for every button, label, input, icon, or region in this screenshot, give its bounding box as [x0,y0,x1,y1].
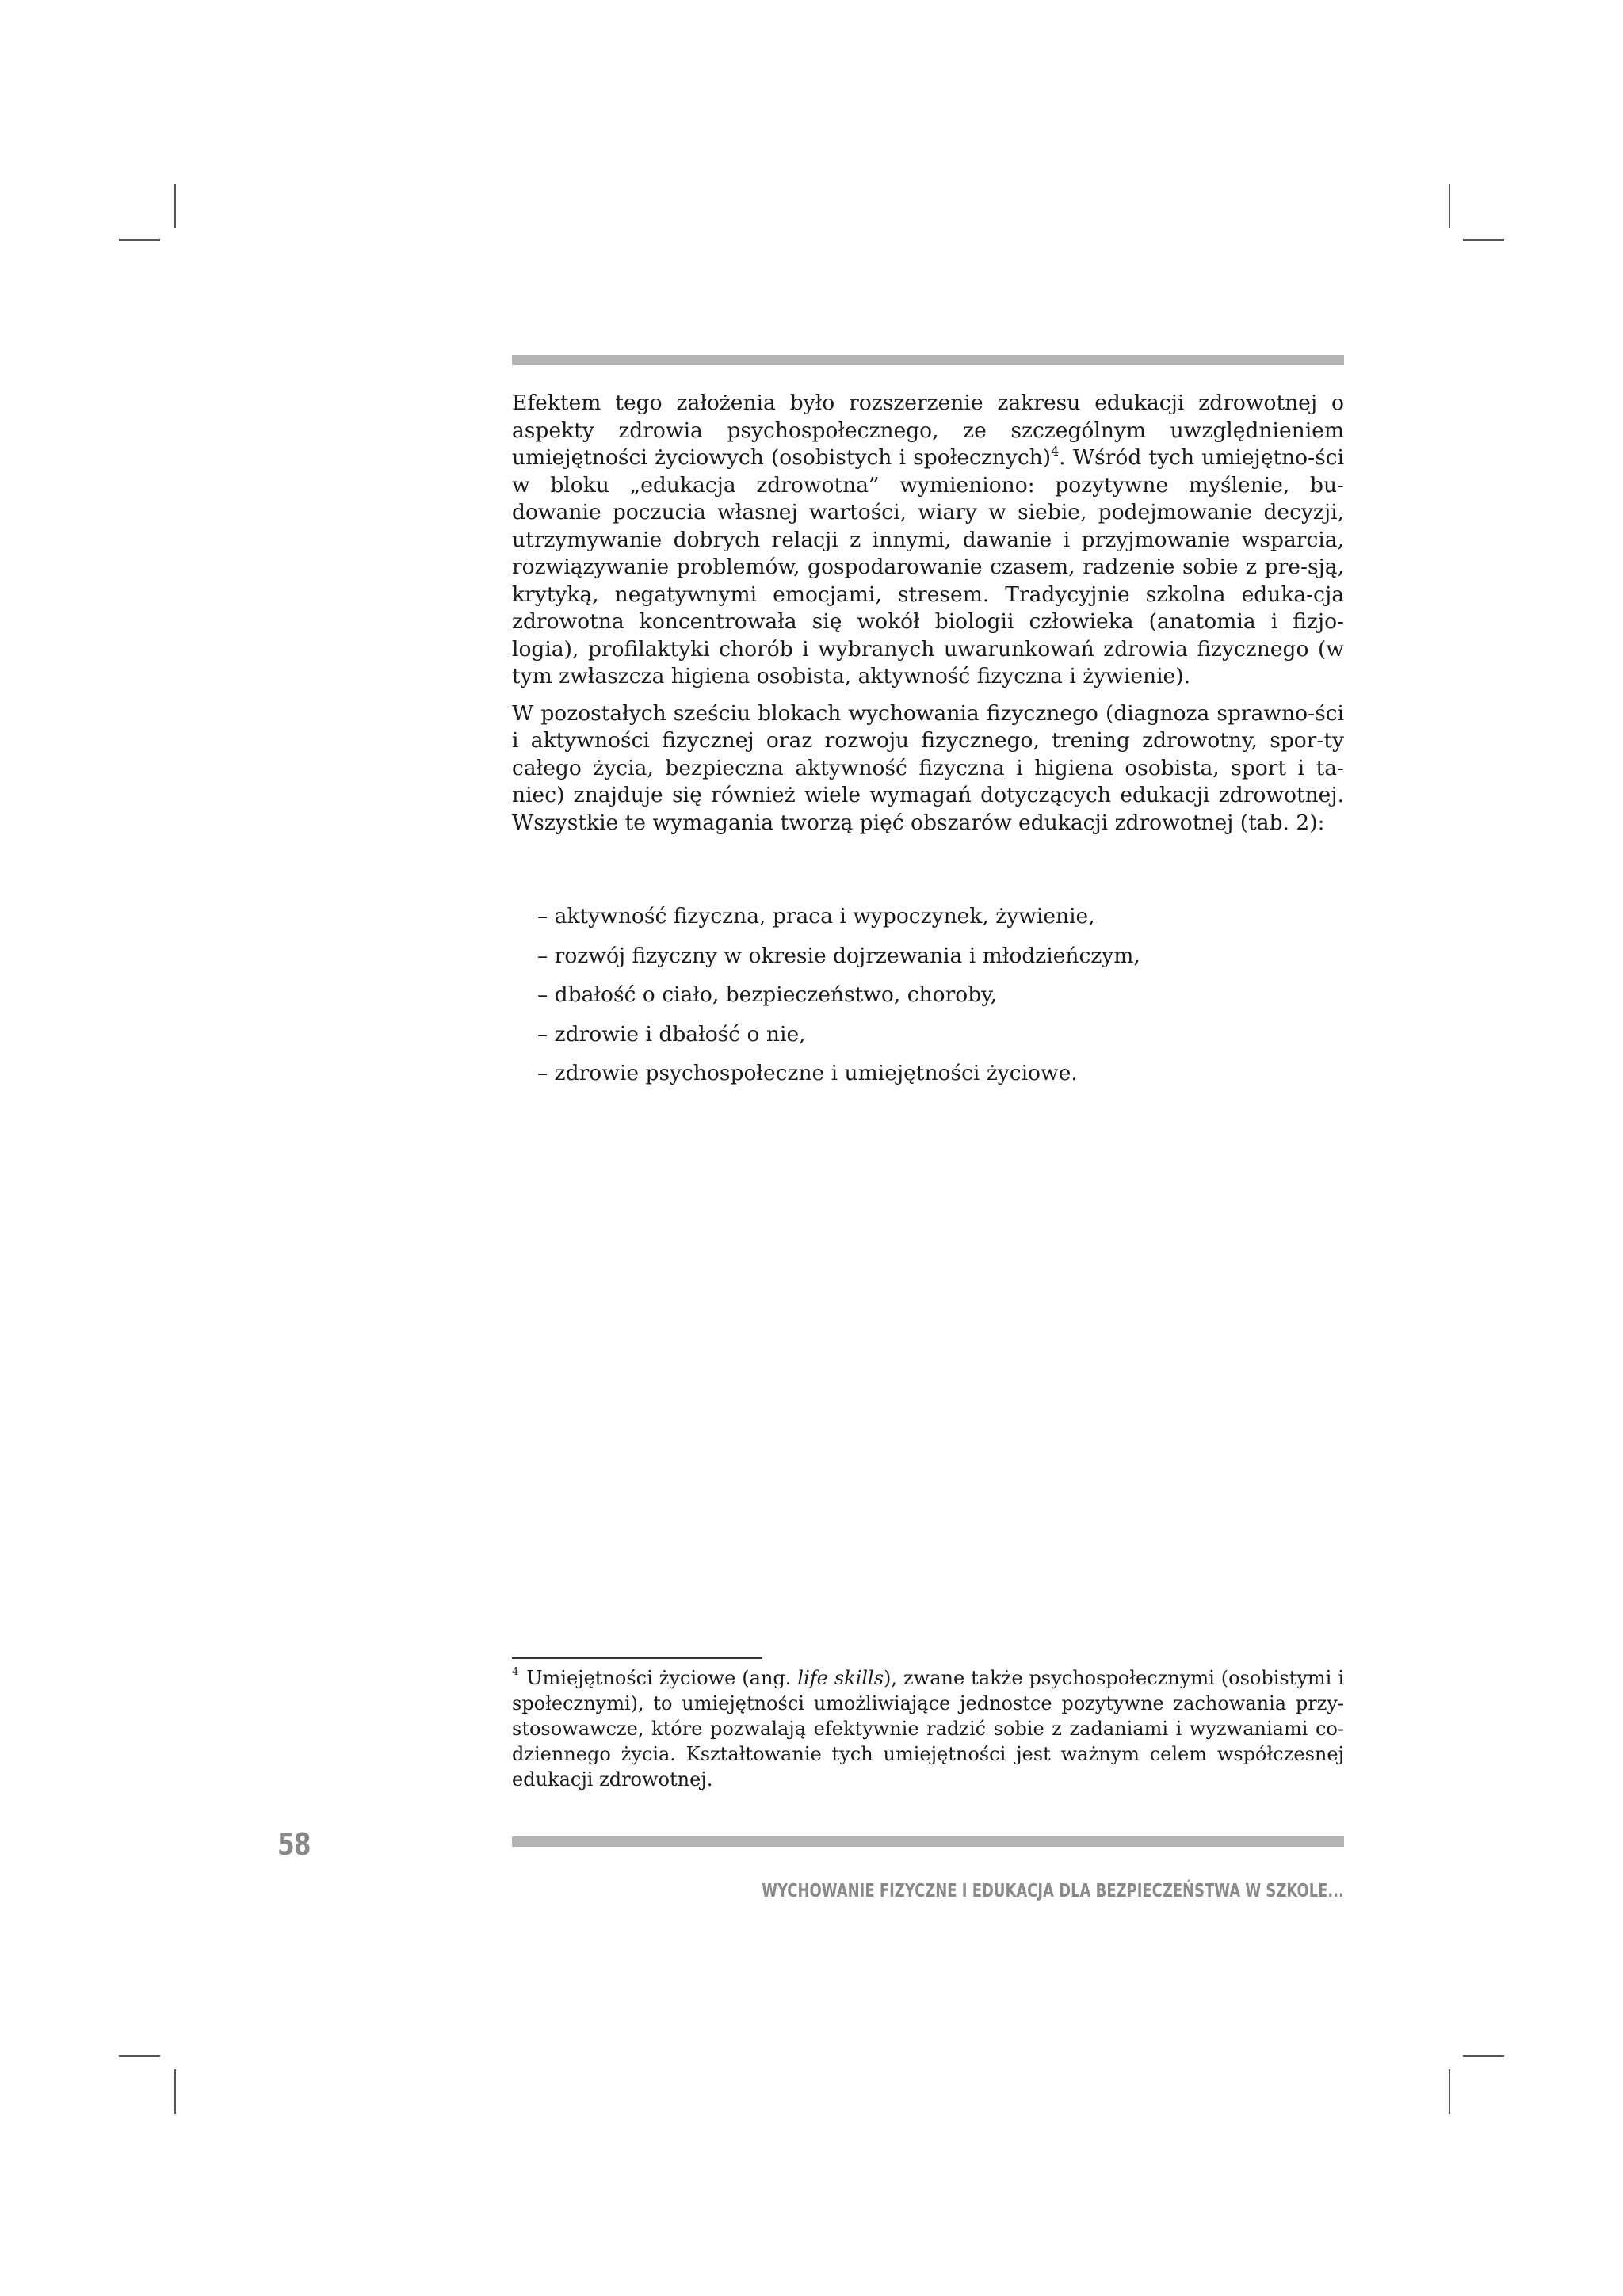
list-item: – dbałość o ciało, bezpieczeństwo, choroby, [537,982,998,1007]
p2-line-5: Wszystkie te wymagania tworzą pięć obszarów edukacji zdrowotnej (tab. 2): [512,810,1325,835]
p1-line-2: o aspekty zdrowia psychospołecznego, ze szczególnym uwzględnieniem [512,391,1344,443]
p1-line-1: Efektem tego założenia było rozszerzenie zakresu edukacji zdrowotnej [512,391,1332,415]
list-item: – aktywność fizyczna, praca i wypoczynek, żywienie, [537,904,1095,929]
footnote-text-start: Umiejętności życiowe (ang. [526,1667,798,1689]
p2-line-4: niec) znajduje się również wiele wymagań dotyczących edukacji zdrowotnej. [512,783,1344,807]
list-item: – rozwój fizyczny w okresie dojrzewania i młodzieńczym, [537,943,1140,968]
p1-line-3-end: . Wśród tych umiejętno- [1059,445,1316,470]
crop-mark-top-right-horizontal [1463,239,1504,241]
footnote-italic-term: life skills [797,1667,884,1689]
p2-line-3: ty całego życia, bezpieczna aktywność fizyczna i higiena osobista, sport i ta- [512,728,1344,780]
p1-line-5: dowanie poczucia własnej wartości, wiary w siebie, podejmowanie decyzji, [512,500,1344,524]
p2-line-2: ści i aktywności fizycznej oraz rozwoju fizycznego, trening zdrowotny, spor- [512,700,1344,753]
p1-line-9: cja zdrowotna koncentrowała się wokół biologii człowieka (anatomia i fizjo- [512,582,1344,634]
footnote-separator [512,1657,762,1659]
crop-mark-top-left-horizontal [119,239,160,241]
crop-mark-bottom-left-horizontal [119,2055,160,2057]
footer-rule [512,1836,1344,1847]
p1-line-6: utrzymywanie dobrych relacji z innymi, dawanie i przyjmowanie wsparcia, [512,527,1344,552]
main-text [512,390,1344,837]
header-rule [512,355,1344,365]
page-number: 58 [277,1827,311,1862]
p1-line-3: umiejętności życiowych (osobistych i społecznych) [512,445,1052,470]
list-item: – zdrowie psychospołeczne i umiejętności życiowe. [537,1061,1078,1085]
p1-line-11: (w tym zwłaszcza higiena osobista, aktywność fizyczna i żywienie). [512,636,1344,688]
footnote-text-rest: ), zwane także psychospołecznymi (osobistymi i społecznymi), to umiejętności umożliwiające jednostce pozytywne zachowania przy- stosowawcze, które pozwalają efektywnie radzić sobie z zadaniami i wyzwaniami co- dziennego życia. Kształtowanie tych umiejętności jest ważnym celem współczesnej edukacji zdrowotnej. [512,1667,1344,1791]
running-footer: WYCHOWANIE FIZYCZNE I EDUKACJA DLA BEZPIECZEŃSTWA W SZKOLE... [762,1881,1344,1901]
crop-mark-bottom-right-vertical [1449,2069,1450,2114]
health-education-areas-list [537,897,1344,1093]
paragraph-1 [512,390,1344,691]
p1-line-10: logia), profilaktyki chorób i wybranych uwarunkowań zdrowia fizycznego [512,636,1318,662]
crop-mark-bottom-right-horizontal [1463,2055,1504,2057]
p2-line-1: W pozostałych sześciu blokach wychowania fizycznego (diagnoza sprawno- [512,700,1316,726]
list-item: – zdrowie i dbałość o nie, [537,1021,806,1047]
crop-mark-bottom-left-vertical [174,2069,176,2114]
footnote-reference[interactable]: 4 [1051,443,1060,459]
p1-line-8: sją, krytyką, negatywnymi emocjami, stresem. Tradycyjnie szkolna eduka- [512,555,1344,607]
crop-mark-top-right-vertical [1449,184,1450,228]
paragraph-2 [512,700,1344,837]
footnote-marker: 4 [512,1666,519,1679]
crop-mark-top-left-vertical [174,184,176,228]
footnote [512,1665,1344,1792]
p1-line-7: rozwiązywanie problemów, gospodarowanie czasem, radzenie sobie z pre- [512,555,1308,579]
p1-line-4: ści w bloku „edukacja zdrowotna” wymieniono: pozytywne myślenie, bu- [512,445,1344,498]
